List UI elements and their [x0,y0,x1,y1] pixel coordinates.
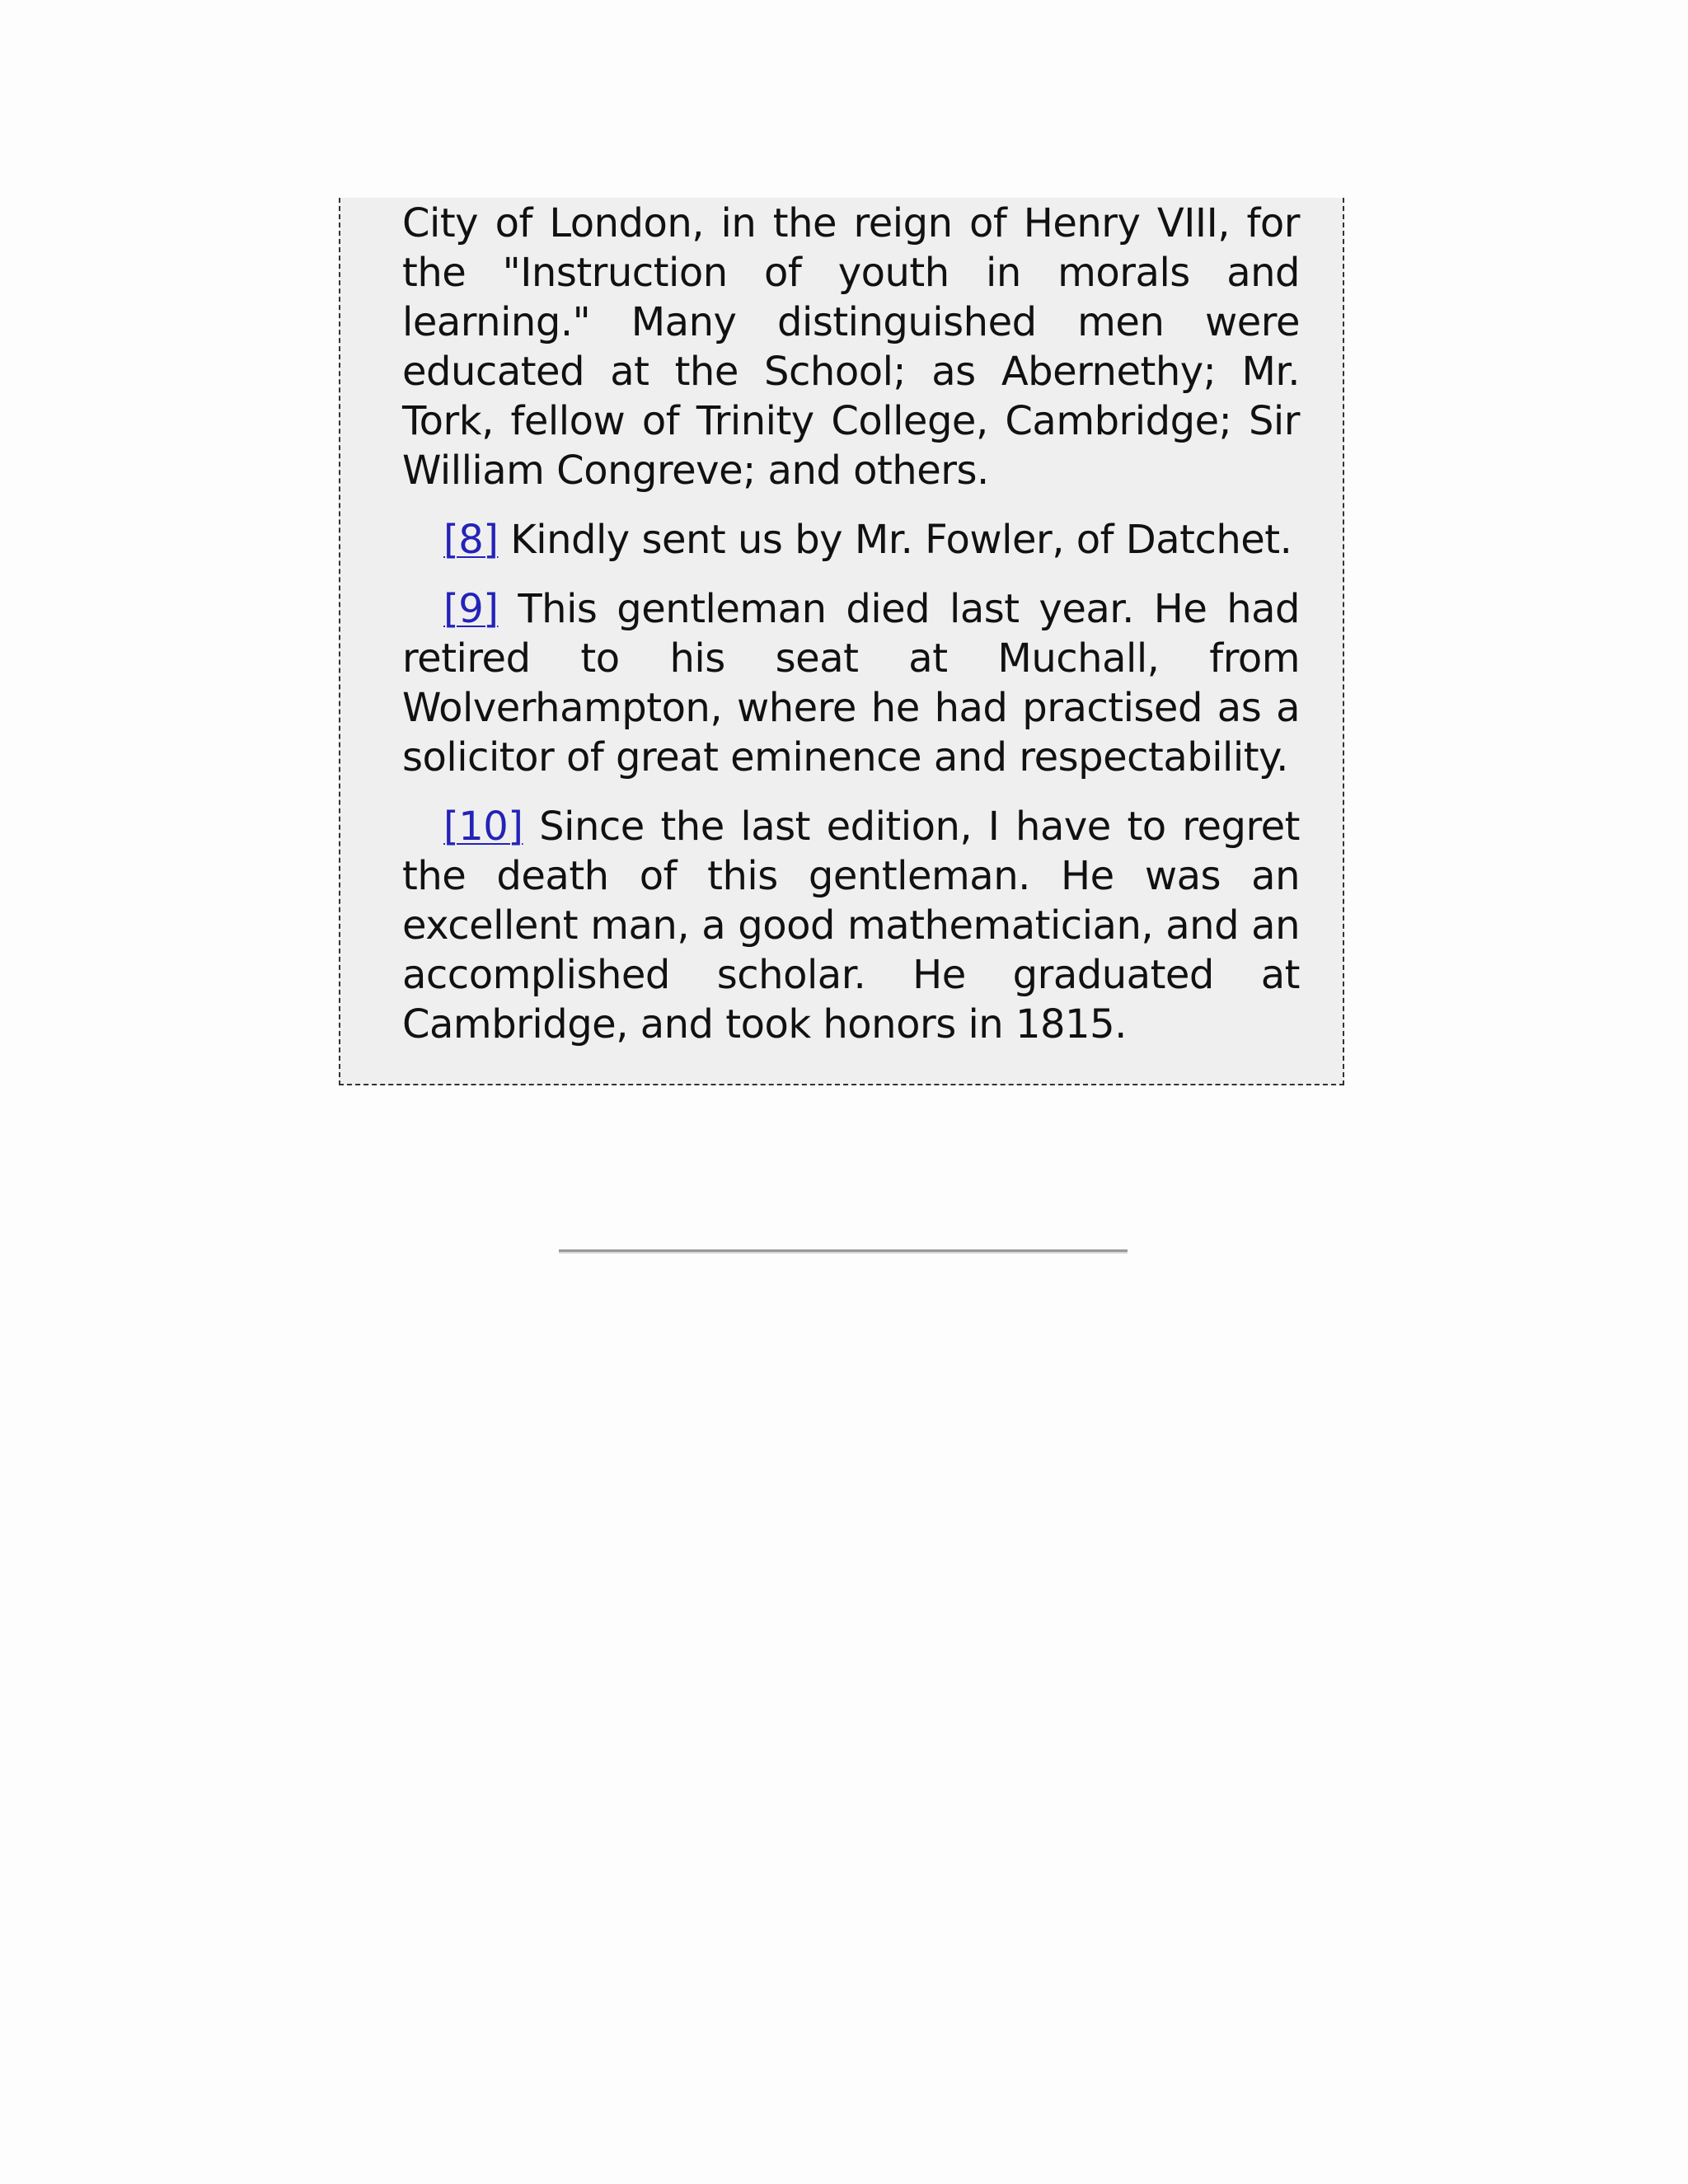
footnote-ref-10[interactable]: [10] [443,804,523,850]
footnote-text-10: Since the last edition, I have to regret the death of this gentleman. He was an excellent man, a good mathematician, and an accomplished scholar. He graduated at Cambridge, and took honors in 1815. [402,804,1300,1047]
footnote-ref-9[interactable]: [9] [443,586,499,632]
footnote-8 [402,515,1300,565]
footnote-10 [402,802,1300,1049]
footnote-text-8: Kindly sent us by Mr. Fowler, of Datchet. [498,517,1292,563]
footnote-continued-text: City of London, in the reign of Henry VIII, for the "Instruction of youth in morals and learning." Many distinguished men were educated at the School; as Abernethy; Mr. Tork, fellow of Trinity College, Cambridge; Sir William Congreve; and others. [402,200,1300,494]
footnote-text-9: This gentleman died last year. He had retired to his seat at Muchall, from Wolverhampton, where he had practised as a solicitor of great eminence and respectability. [402,586,1300,780]
footnotes-box [339,198,1344,1085]
footnote-ref-8[interactable]: [8] [443,517,499,563]
end-of-section-rule [559,1249,1128,1254]
footnote-9 [402,584,1300,782]
